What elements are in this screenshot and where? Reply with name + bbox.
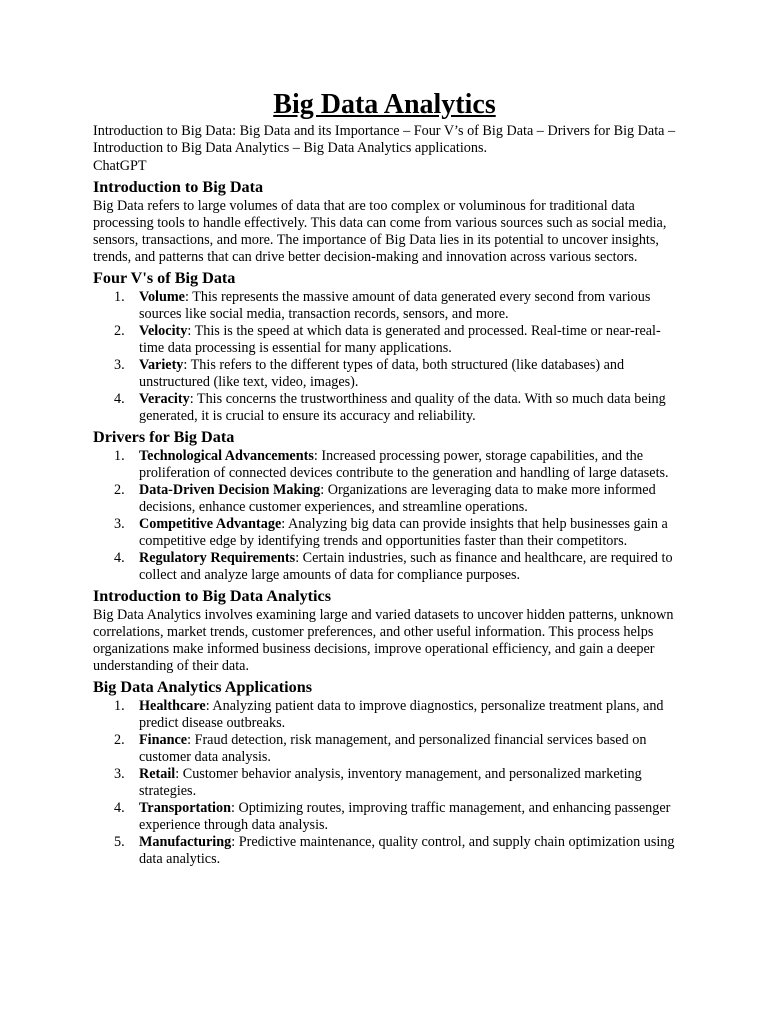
- list-item-number: 2.: [114, 323, 125, 339]
- list-item-text: : Certain industries, such as finance and healthcare, are required to collect and analyze large amounts of data for compliance purposes.: [139, 550, 673, 583]
- list-item-number: 2.: [114, 732, 125, 748]
- list-item: [93, 289, 676, 323]
- list-item: [93, 550, 676, 584]
- list-item: [93, 800, 676, 834]
- analytics-intro-heading: Introduction to Big Data Analytics: [93, 587, 332, 605]
- list-item-number: 4.: [114, 550, 125, 566]
- list-item-number: 4.: [114, 800, 125, 816]
- list-item-number: 5.: [114, 834, 125, 850]
- list-item-term: Finance: [139, 732, 188, 748]
- document-title: Big Data Analytics: [273, 89, 496, 120]
- list-item-number: 3.: [114, 766, 125, 782]
- four-vs-list: [93, 289, 676, 425]
- list-item-text: : Analyzing patient data to improve diagnostics, personalize treatment plans, and predict disease outbreaks.: [139, 698, 664, 731]
- list-item: [93, 698, 676, 732]
- list-item-term: Velocity: [139, 323, 188, 339]
- list-item: [93, 357, 676, 391]
- list-item: [93, 516, 676, 550]
- list-item-text: : Analyzing big data can provide insights that help businesses gain a competitive edge by identifying trends and opportunities faster than their competitors.: [139, 516, 668, 549]
- list-item-number: 2.: [114, 482, 125, 498]
- list-item-term: Transportation: [139, 800, 231, 816]
- source-label: ChatGPT: [93, 158, 147, 174]
- list-item: [93, 448, 676, 482]
- list-item-text: : Fraud detection, risk management, and personalized financial services based on customer data analysis.: [139, 732, 647, 765]
- list-item: [93, 391, 676, 425]
- list-item-number: 1.: [114, 289, 125, 305]
- list-item-text: : Increased processing power, storage capabilities, and the proliferation of connected devices contribute to the generation and handling of large datasets.: [139, 448, 669, 481]
- list-item-text: : Optimizing routes, improving traffic management, and enhancing passenger experience through data analysis.: [139, 800, 671, 833]
- list-item-term: Retail: [139, 766, 176, 782]
- applications-heading: Big Data Analytics Applications: [93, 678, 313, 696]
- drivers-list: [93, 448, 676, 584]
- list-item-term: Variety: [139, 357, 184, 373]
- list-item-text: : Organizations are leveraging data to make more informed decisions, enhance customer experiences, and streamline operations.: [139, 482, 656, 515]
- list-item-term: Volume: [139, 289, 185, 305]
- intro-paragraph: Big Data refers to large volumes of data that are too complex or voluminous for traditional data processing tools to handle effectively. This data can come from various sources such as social media, sensors, transactions, and more. The importance of Big Data lies in its potential to uncover insights, trends, and patterns that can drive better decision-making and innovation across various sectors.: [93, 198, 667, 265]
- document-subtitle: Introduction to Big Data: Big Data and its Importance – Four V’s of Big Data – Drivers for Big Data – Introduction to Big Data Analytics – Big Data Analytics applications.: [93, 123, 676, 156]
- list-item-term: Healthcare: [139, 698, 206, 714]
- list-item-text: : This is the speed at which data is generated and processed. Real-time or near-real-time data processing is essential for many applications.: [139, 323, 661, 356]
- list-item-number: 1.: [114, 448, 125, 464]
- list-item-number: 4.: [114, 391, 125, 407]
- list-item-term: Manufacturing: [139, 834, 232, 850]
- analytics-intro-paragraph: Big Data Analytics involves examining large and varied datasets to uncover hidden patterns, unknown correlations, market trends, customer preferences, and other useful information. This process helps organizations make informed business decisions, improve operational efficiency, and gain a deeper understanding of their data.: [93, 607, 674, 674]
- list-item-text: : This refers to the different types of data, both structured (like databases) and unstructured (like text, video, images).: [139, 357, 625, 390]
- list-item-term: Veracity: [139, 391, 190, 407]
- applications-list: [93, 698, 676, 868]
- list-item-number: 3.: [114, 357, 125, 373]
- list-item: [93, 834, 676, 868]
- list-item: [93, 766, 676, 800]
- four-vs-heading: Four V's of Big Data: [93, 269, 236, 287]
- list-item-term: Competitive Advantage: [139, 516, 282, 532]
- list-item-number: 3.: [114, 516, 125, 532]
- list-item-term: Regulatory Requirements: [139, 550, 296, 566]
- list-item: [93, 732, 676, 766]
- list-item-text: : This concerns the trustworthiness and quality of the data. With so much data being generated, it is crucial to ensure its accuracy and reliability.: [139, 391, 666, 424]
- list-item: [93, 482, 676, 516]
- list-item-text: : Predictive maintenance, quality control, and supply chain optimization using data analytics.: [139, 834, 675, 867]
- intro-heading: Introduction to Big Data: [93, 178, 264, 196]
- list-item-term: Data-Driven Decision Making: [139, 482, 321, 498]
- list-item-number: 1.: [114, 698, 125, 714]
- list-item-term: Technological Advancements: [139, 448, 314, 464]
- list-item: [93, 323, 676, 357]
- list-item-text: : Customer behavior analysis, inventory management, and personalized marketing strategies.: [139, 766, 642, 799]
- drivers-heading: Drivers for Big Data: [93, 428, 235, 446]
- list-item-text: : This represents the massive amount of data generated every second from various sources like social media, transaction records, sensors, and more.: [139, 289, 651, 322]
